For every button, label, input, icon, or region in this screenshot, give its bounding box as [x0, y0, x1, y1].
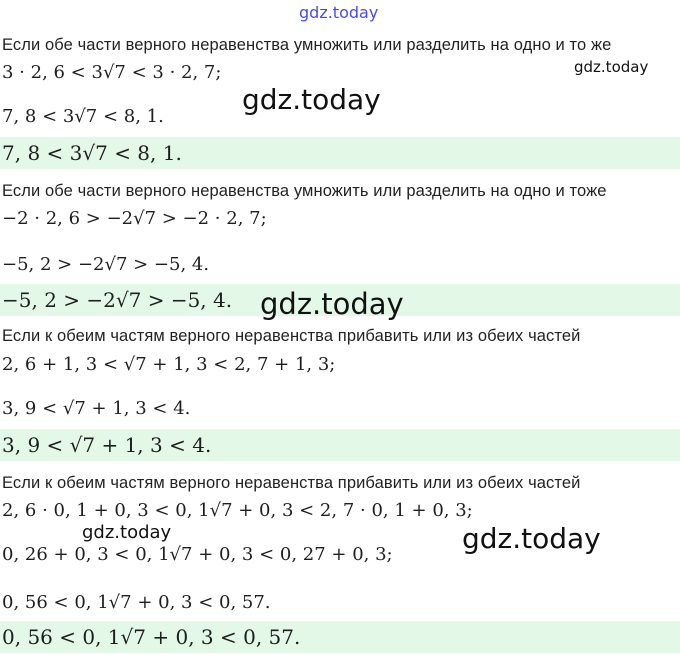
block-2-line-1: −2 · 2, 6 > −2√7 > −2 · 2, 7;	[2, 208, 267, 229]
block-1-line-2: 7, 8 < 3√7 < 8, 1.	[2, 106, 164, 127]
block-4-text: Если к обеим частям верного неравенства прибавить или из обеих частей	[2, 474, 581, 492]
watermark-1: gdz.today	[574, 58, 649, 76]
block-4-answer: 0, 56 < 0, 1√7 + 0, 3 < 0, 57.	[2, 625, 301, 649]
block-2-answer: −5, 2 > −2√7 > −5, 4.	[2, 288, 233, 312]
block-2-text: Если обе части верного неравенства умножить или разделить на одно и тоже	[2, 182, 607, 200]
watermark-5: gdz.today	[462, 522, 601, 555]
block-3-line-1: 2, 6 + 1, 3 < √7 + 1, 3 < 2, 7 + 1, 3;	[2, 354, 336, 375]
block-4-line-3: 0, 56 < 0, 1√7 + 0, 3 < 0, 57.	[2, 592, 271, 613]
block-2-line-2: −5, 2 > −2√7 > −5, 4.	[2, 254, 210, 275]
watermark-4: gdz.today	[82, 522, 172, 543]
block-4-line-1: 2, 6 · 0, 1 + 0, 3 < 0, 1√7 + 0, 3 < 2, 7 · 0, 1 + 0, 3;	[2, 500, 473, 521]
block-1-answer: 7, 8 < 3√7 < 8, 1.	[2, 141, 182, 165]
block-4-line-2: 0, 26 + 0, 3 < 0, 1√7 + 0, 3 < 0, 27 + 0, 3;	[2, 544, 393, 565]
block-3-answer: 3, 9 < √7 + 1, 3 < 4.	[2, 433, 212, 457]
watermark-2: gdz.today	[242, 83, 381, 116]
watermark-3: gdz.today	[260, 287, 404, 321]
block-3-text: Если к обеим частям верного неравенства прибавить или из обеих частей	[2, 327, 581, 345]
block-3-line-2: 3, 9 < √7 + 1, 3 < 4.	[2, 398, 191, 419]
block-1-text: Если обе части верного неравенства умножить или разделить на одно и то же	[2, 36, 612, 54]
watermark-top: gdz.today	[299, 3, 379, 22]
block-1-line-1: 3 · 2, 6 < 3√7 < 3 · 2, 7;	[2, 62, 222, 83]
